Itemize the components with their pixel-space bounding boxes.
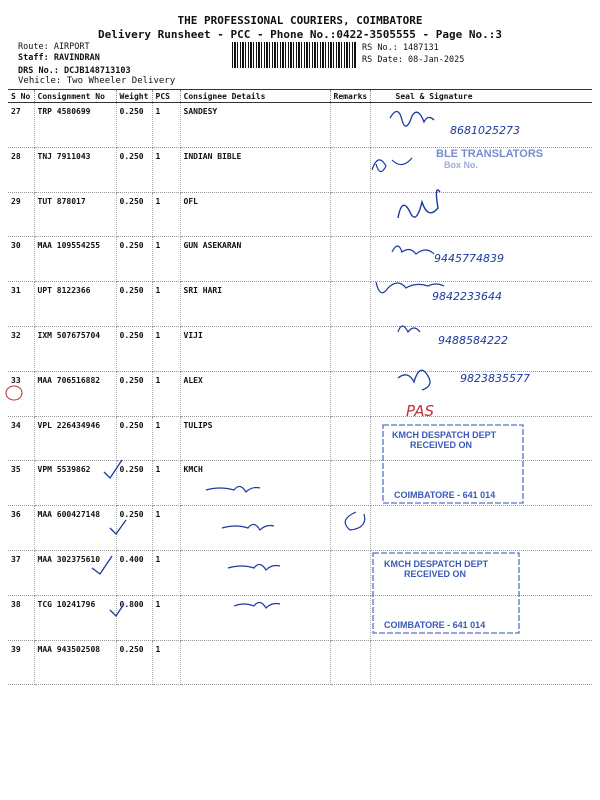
vehicle: Vehicle: Two Wheeler Delivery — [18, 76, 176, 86]
phone-32: 9488584222 — [438, 334, 508, 347]
table-row: 36 MAA 600427148 0.250 1 — [8, 506, 592, 551]
col-consignee: Consignee Details — [180, 90, 330, 103]
col-signature: Seal & Signature — [370, 90, 592, 103]
table-row: 31 UPT 8122366 0.250 1 SRI HARI — [8, 282, 592, 327]
rs-number: RS No.: 1487131 — [362, 43, 439, 53]
translator-box: Box No. — [444, 160, 479, 170]
rs-date: RS Date: 08-Jan-2025 — [362, 55, 465, 65]
table-row: 35 VPM 5539862 0.250 1 KMCH — [8, 461, 592, 506]
col-weight: Weight — [116, 90, 152, 103]
col-sno: S No — [8, 90, 34, 103]
kmch-stamp-1-line2: RECEIVED ON — [410, 440, 473, 450]
barcode — [232, 42, 356, 68]
table-row: 39 MAA 943502508 0.250 1 — [8, 640, 592, 685]
translator-stamp: BLE TRANSLATORS — [436, 148, 544, 160]
drs-number: DRS No.: DCJB148713103 — [18, 66, 131, 76]
kmch-stamp-2-line3: COIMBATORE - 641 014 — [384, 620, 486, 630]
staff: Staff: RAVINDRAN — [18, 53, 100, 63]
table-row: 28 TNJ 7911043 0.250 1 INDIAN BIBLE — [8, 147, 592, 192]
table-row: 38 TCG 10241796 0.800 1 — [8, 595, 592, 640]
kmch-stamp-1-line1: KMCH DESPATCH DEPT — [392, 430, 497, 440]
initials-34: PAS — [406, 402, 435, 420]
kmch-stamp-2-line2: RECEIVED ON — [404, 569, 467, 579]
runsheet-subtitle: Delivery Runsheet - PCC - Phone No.:0422-3505555 - Page No.:3 — [98, 28, 502, 41]
kmch-stamp-1-line3: COIMBATORE - 641 014 — [394, 490, 496, 500]
table-row: 30 MAA 109554255 0.250 1 GUN ASEKARAN — [8, 237, 592, 282]
col-pcs: PCS — [152, 90, 180, 103]
table-row: 29 TUT 878017 0.250 1 OFL — [8, 192, 592, 237]
phone-27: 8681025273 — [450, 124, 520, 137]
runsheet-table — [8, 89, 592, 685]
col-remarks: Remarks — [330, 90, 370, 103]
col-consignment: Consignment No — [34, 90, 116, 103]
table-row: 33 MAA 706516882 0.250 1 ALEX — [8, 371, 592, 416]
kmch-stamp-2-line1: KMCH DESPATCH DEPT — [384, 559, 489, 569]
table-row: 32 IXM 507675704 0.250 1 VIJI — [8, 326, 592, 371]
route: Route: AIRPORT — [18, 42, 90, 52]
table-row: 27 TRP 4580699 0.250 1 SANDESY — [8, 103, 592, 148]
phone-31: 9842233644 — [432, 290, 502, 303]
table-row: 34 VPL 226434946 0.250 1 TULIPS — [8, 416, 592, 461]
phone-30: 9445774839 — [434, 252, 504, 265]
phone-33: 9823835577 — [460, 372, 530, 385]
table-row: 37 MAA 302375610 0.400 1 — [8, 550, 592, 595]
table-header-row — [8, 90, 592, 103]
company-title: THE PROFESSIONAL COURIERS, COIMBATORE — [177, 14, 423, 27]
